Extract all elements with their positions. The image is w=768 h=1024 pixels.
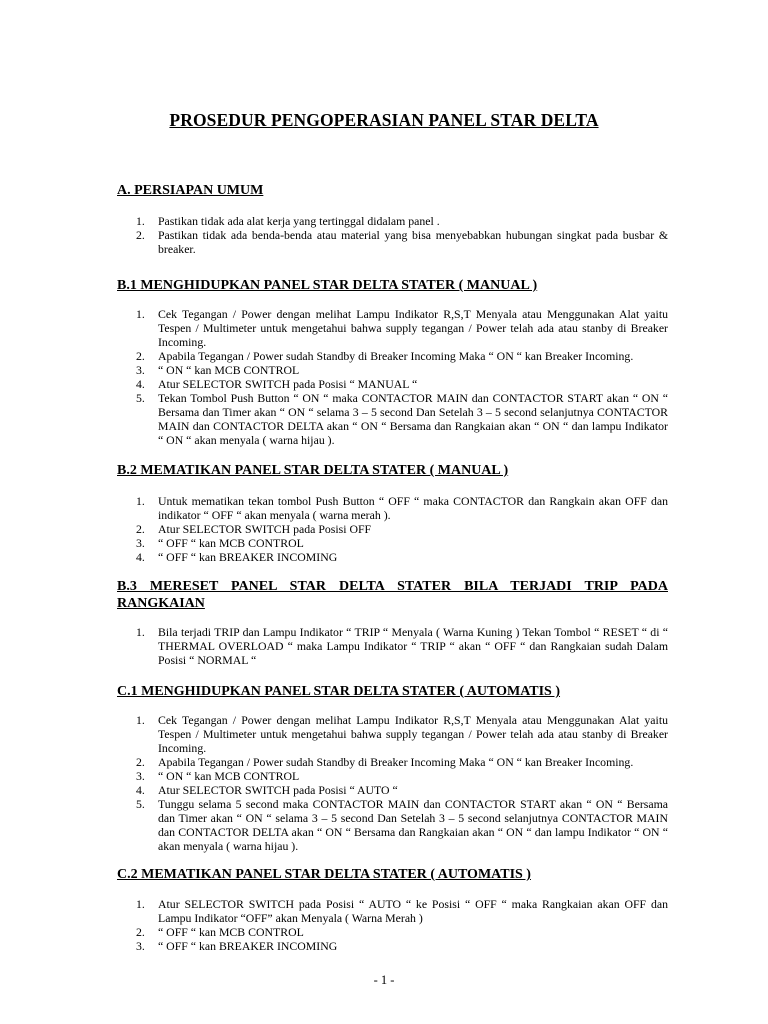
list-item bbox=[117, 391, 668, 447]
list-item bbox=[117, 494, 668, 522]
item-text: Tekan Tombol Push Button “ ON “ maka CONTACTOR MAIN dan CONTACTOR START akan “ ON “ Bersama dan Timer akan “ ON “ selama 3 – 5 second Dan Setelah 3 – 5 second selanjutnya CONTACTOR MAIN dan CONTACTOR DELTA akan “ ON “ Bersama dan Rangkaian akan “ ON “ dan lampu Indikator “ ON “ akan menyala ( warna hijau ). bbox=[158, 391, 668, 447]
heading-b1-menghidupkan-manual: B.1 MENGHIDUPKAN PANEL STAR DELTA STATER ( MANUAL ) bbox=[117, 278, 538, 293]
item-text: “ OFF “ kan MCB CONTROL bbox=[158, 925, 304, 939]
list-item bbox=[117, 307, 668, 349]
list-c2-mematikan-automatis bbox=[117, 897, 668, 953]
item-text: Tunggu selama 5 second maka CONTACTOR MAIN dan CONTACTOR START akan “ ON “ Bersama dan Timer akan “ ON “ selama 3 – 5 second Dan Setelah 3 – 5 second selanjutnya CONTACTOR MAIN dan CONTACTOR DELTA akan “ ON “ Bersama dan Rangkaian akan “ ON “ dan lampu Indikator “ ON “ akan menyala ( warna hijau ). bbox=[158, 797, 668, 853]
item-number: 2. bbox=[136, 228, 145, 242]
page-number: - 1 - bbox=[373, 973, 395, 987]
item-number: 4. bbox=[136, 550, 145, 564]
item-text: Apabila Tegangan / Power sudah Standby di Breaker Incoming Maka “ ON “ kan Breaker Incoming. bbox=[158, 349, 634, 363]
item-text: Pastikan tidak ada alat kerja yang tertinggal didalam panel . bbox=[158, 214, 440, 228]
item-text: Bila terjadi TRIP dan Lampu Indikator “ TRIP “ Menyala ( Warna Kuning ) Tekan Tombol “ RESET “ di “ THERMAL OVERLOAD “ maka Lampu Indikator “ TRIP “ akan “ OFF “ dan Rangkaian sudah Dalam Posisi “ NORMAL “ bbox=[158, 625, 668, 667]
item-text: Cek Tegangan / Power dengan melihat Lampu Indikator R,S,T Menyala atau Menggunakan Alat yaitu Tespen / Multimeter untuk mengetahui bahwa supply tegangan / Power telah ada atau stanby di Breaker Incoming. bbox=[158, 713, 668, 755]
item-number: 2. bbox=[136, 522, 145, 536]
list-item bbox=[117, 625, 668, 667]
item-number: 3. bbox=[136, 939, 145, 953]
item-text: Atur SELECTOR SWITCH pada Posisi “ AUTO “ bbox=[158, 783, 398, 797]
item-number: 1. bbox=[136, 214, 145, 228]
list-item bbox=[117, 349, 668, 363]
item-text: Atur SELECTOR SWITCH pada Posisi “ AUTO “ ke Posisi “ OFF “ maka Rangkaian akan OFF dan Lampu Indikator “OFF” akan Menyala ( Warna Merah ) bbox=[158, 897, 668, 925]
list-b3-mereset bbox=[117, 625, 668, 667]
item-text: “ ON “ kan MCB CONTROL bbox=[158, 769, 300, 783]
item-text: “ ON “ kan MCB CONTROL bbox=[158, 363, 300, 377]
item-number: 5. bbox=[136, 797, 145, 811]
item-number: 1. bbox=[136, 713, 145, 727]
document-title: PROSEDUR PENGOPERASIAN PANEL STAR DELTA bbox=[169, 110, 599, 130]
list-item bbox=[117, 713, 668, 755]
list-item bbox=[117, 522, 668, 536]
list-item bbox=[117, 769, 668, 783]
item-text: Pastikan tidak ada benda-benda atau material yang bisa menyebabkan hubungan singkat pada busbar & breaker. bbox=[158, 228, 668, 256]
heading-b2-mematikan-manual: B.2 MEMATIKAN PANEL STAR DELTA STATER ( MANUAL ) bbox=[117, 463, 509, 478]
list-item bbox=[117, 536, 668, 550]
heading-persiapan-umum: A. PERSIAPAN UMUM bbox=[117, 183, 264, 198]
list-item bbox=[117, 550, 668, 564]
list-persiapan-umum bbox=[117, 214, 668, 256]
item-number: 3. bbox=[136, 536, 145, 550]
list-item bbox=[117, 363, 668, 377]
list-b1-menghidupkan-manual bbox=[117, 307, 668, 447]
list-item bbox=[117, 939, 668, 953]
item-text: “ OFF “ kan BREAKER INCOMING bbox=[158, 939, 338, 953]
list-item bbox=[117, 755, 668, 769]
list-item bbox=[117, 925, 668, 939]
heading-c2-mematikan-automatis: C.2 MEMATIKAN PANEL STAR DELTA STATER ( AUTOMATIS ) bbox=[117, 867, 531, 882]
item-number: 2. bbox=[136, 755, 145, 769]
item-text: “ OFF “ kan BREAKER INCOMING bbox=[158, 550, 338, 564]
item-text: Cek Tegangan / Power dengan melihat Lampu Indikator R,S,T Menyala atau Menggunakan Alat yaitu Tespen / Multimeter untuk mengetahui bahwa supply tegangan / Power telah ada atau stanby di Breaker Incoming. bbox=[158, 307, 668, 349]
list-item bbox=[117, 897, 668, 925]
item-number: 4. bbox=[136, 377, 145, 391]
item-number: 3. bbox=[136, 363, 145, 377]
heading-b3-mereset: B.3 MERESET PANEL STAR DELTA STATER BILA TERJADI TRIP PADA RANGKAIAN bbox=[117, 579, 668, 611]
item-number: 5. bbox=[136, 391, 145, 405]
list-item bbox=[117, 797, 668, 853]
item-text: Untuk mematikan tekan tombol Push Button “ OFF “ maka CONTACTOR dan Rangkain akan OFF dan indikator “ OFF “ akan menyala ( warna merah ). bbox=[158, 494, 668, 522]
item-text: Atur SELECTOR SWITCH pada Posisi OFF bbox=[158, 522, 372, 536]
list-c1-menghidupkan-automatis bbox=[117, 713, 668, 853]
item-text: Apabila Tegangan / Power sudah Standby di Breaker Incoming Maka “ ON “ kan Breaker Incoming. bbox=[158, 755, 634, 769]
list-item bbox=[117, 228, 668, 256]
item-text: Atur SELECTOR SWITCH pada Posisi “ MANUAL “ bbox=[158, 377, 418, 391]
item-number: 1. bbox=[136, 307, 145, 321]
list-b2-mematikan-manual bbox=[117, 494, 668, 564]
item-number: 1. bbox=[136, 897, 145, 911]
list-item bbox=[117, 783, 668, 797]
item-number: 4. bbox=[136, 783, 145, 797]
heading-c1-menghidupkan-automatis: C.1 MENGHIDUPKAN PANEL STAR DELTA STATER ( AUTOMATIS ) bbox=[117, 684, 561, 699]
item-number: 3. bbox=[136, 769, 145, 783]
list-item bbox=[117, 214, 668, 228]
item-number: 2. bbox=[136, 349, 145, 363]
list-item bbox=[117, 377, 668, 391]
item-number: 2. bbox=[136, 925, 145, 939]
item-number: 1. bbox=[136, 494, 145, 508]
item-text: “ OFF “ kan MCB CONTROL bbox=[158, 536, 304, 550]
item-number: 1. bbox=[136, 625, 145, 639]
